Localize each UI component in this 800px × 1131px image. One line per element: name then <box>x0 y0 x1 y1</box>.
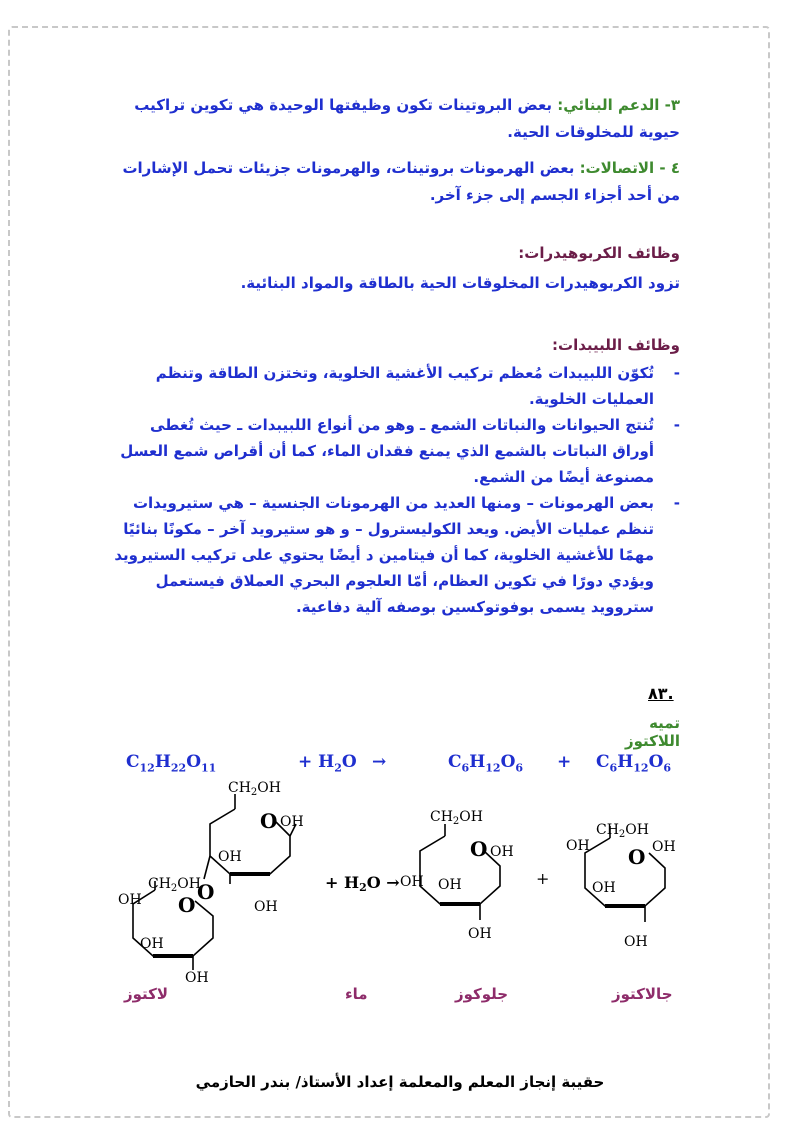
paragraph-structural-support <box>120 92 680 146</box>
svg-text:OH: OH <box>652 839 676 855</box>
label-structural-support: ٣- الدعم البنائي: <box>557 96 680 114</box>
svg-text:OH: OH <box>624 934 648 950</box>
formula-water: + $H_2O$ <box>298 752 357 775</box>
svg-text:O: O <box>628 845 646 869</box>
svg-text:O: O <box>197 880 215 904</box>
svg-text:CH2OH: $CH_2OH$ <box>596 822 649 840</box>
name-glucose: جلوكوز <box>455 985 509 1003</box>
svg-text:OH: OH <box>280 814 304 830</box>
svg-text:OH: OH <box>566 838 590 854</box>
svg-text:OH: OH <box>218 849 242 865</box>
name-water: ماء <box>345 985 368 1003</box>
footer-credit: حقيبة إنجاز المعلم والمعلمة إعداد الأستاذ/ بندر الحازمي <box>195 1073 605 1091</box>
svg-text:OH: OH <box>140 936 164 952</box>
svg-text:+ H2O →: + H2O → <box>325 873 400 894</box>
svg-text:OH: OH <box>490 844 514 860</box>
svg-text:+: + <box>536 869 550 888</box>
name-galactose: جالاكتوز <box>612 985 673 1003</box>
page-number: ٨٣. <box>648 684 674 703</box>
svg-text:OH: OH <box>400 874 424 890</box>
svg-text:OH: OH <box>118 892 142 908</box>
formula-plus: + <box>557 752 572 772</box>
list-item: - بعض الهرمونات – ومنها العديد من الهرمونات الجنسية – هي ستيرويدات تنظم عمليات الأيض. ويعد الكوليسترول – و هو ستيرويد آخر – مكونًا بنائيًا مهمًا للأغشية الخلوية، كما أن فيتامين د أيضًا يحتوي على تركيب الستيرويد ويؤدي دورًا في تكوين العظام، أمّا العلجوم البحري العملاق فيستعمل ستروويد يسمى بوفوتوكسين بوصفه آلية دفاعية. <box>112 490 682 620</box>
name-lactose: لاكتوز <box>124 985 169 1003</box>
svg-text:CH2OH: $CH_2OH$ <box>228 780 281 798</box>
svg-text:OH: OH <box>592 880 616 896</box>
heading-carbohydrates: وظائف الكربوهيدرات: <box>518 244 680 262</box>
svg-text:OH: OH <box>254 899 278 915</box>
reaction-arrow: → <box>372 752 387 772</box>
svg-text:O: O <box>470 837 488 861</box>
svg-text:OH: OH <box>438 877 462 893</box>
text-structural-support: بعض البروتينات تكون وظيفتها الوحيدة هي تكوين تراكيب حيوية للمخلوقات الحية. <box>134 96 680 141</box>
svg-text:OH: OH <box>185 970 209 986</box>
lactose-title: تميه اللاكتوز <box>624 714 680 750</box>
lactose-hydrolysis-diagram <box>100 776 700 986</box>
svg-text:OH: OH <box>468 926 492 942</box>
text-carbohydrates: تزود الكربوهيدرات المخلوقات الحية بالطاقة والمواد البنائية. <box>240 274 680 292</box>
text-communication: بعض الهرمونات بروتينات، والهرمونات جزيئات تحمل الإشارات من أحد أجزاء الجسم إلى جزء آخر. <box>122 159 680 204</box>
svg-text:CH2OH: $CH_2OH$ <box>430 809 483 827</box>
formula-galactose: $C_6H_{12}O_6$ <box>596 752 672 775</box>
svg-text:CH2OH: $CH_2OH$ <box>148 876 201 894</box>
list-item: - تُنتج الحيوانات والنباتات الشمع ـ وهو من أنواع اللبيبدات ـ حيث تُغطى أوراق النباتات بالشمع الذي يمنع فقدان الماء، كما أن أقراص شمع العسل مصنوعة أيضًا من الشمع. <box>112 412 682 490</box>
lipids-list <box>112 360 682 620</box>
list-item: - تُكوّن اللبيبدات مُعظم تركيب الأغشية الخلوية، وتختزن الطاقة وتنظم العمليات الخلوية. <box>112 360 682 412</box>
svg-text:O: O <box>260 809 278 833</box>
svg-text:O: O <box>178 893 196 917</box>
formula-glucose: $C_6H_{12}O_6$ <box>448 752 524 775</box>
heading-lipids: وظائف اللبيبدات: <box>552 336 680 354</box>
formula-lactose: $C_{12}H_{22}O_{11}$ <box>126 752 217 775</box>
paragraph-communication <box>120 155 680 209</box>
label-communication: ٤ - الاتصالات: <box>579 159 680 177</box>
